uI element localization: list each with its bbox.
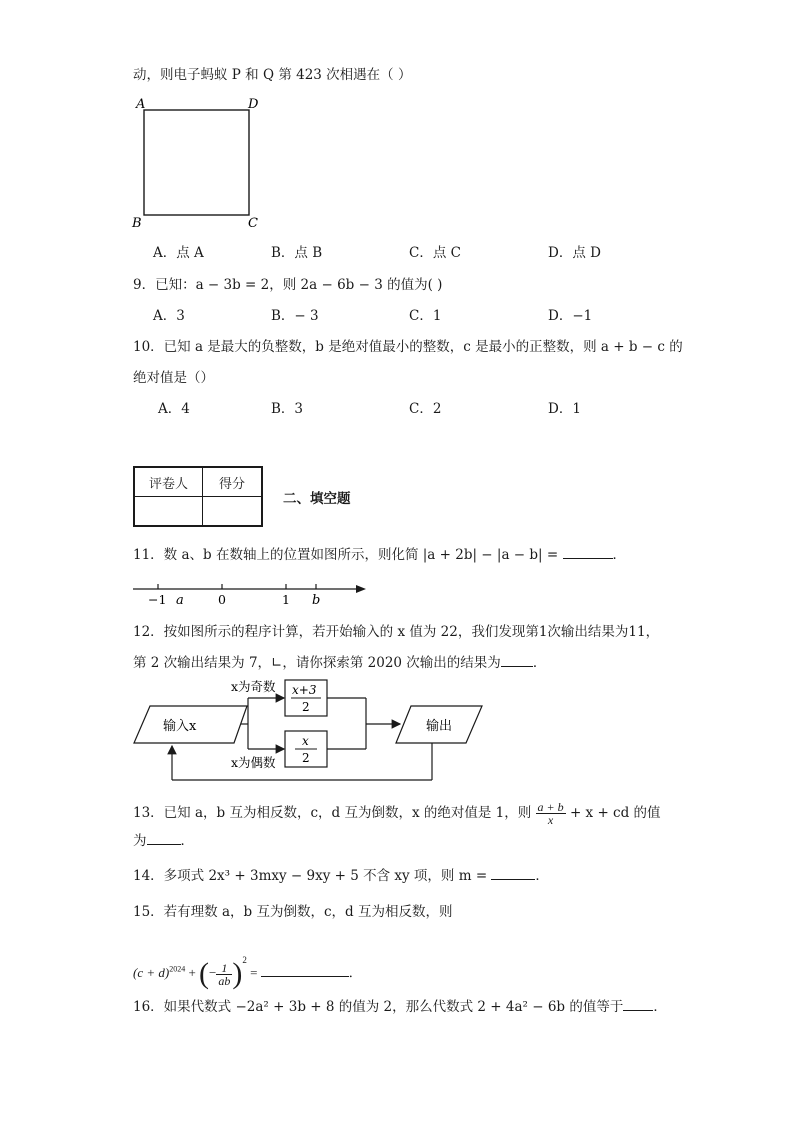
tick-label-neg1: −1 [148,592,167,607]
q9-option-b: B．− 3 [271,308,319,324]
label-A: A [136,97,146,112]
q15-answer-blank[interactable] [261,976,349,977]
q14-end: ． [535,868,549,884]
q8-option-d: D．点 D [548,245,601,261]
q15-plus: + [188,965,196,980]
score-header: 得分 [203,467,263,497]
q10-option-b: B．3 [271,401,304,417]
q13-part1: 13．已知 a，b 互为相反数，c，d 互为倒数，x 的绝对值是 1，则 [133,805,532,821]
q13-line2 [133,832,194,850]
grader-header: 评卷人 [134,467,203,497]
q13-part2: + x + cd 的值 [569,805,661,821]
q15-frac-num: 1 [216,962,232,975]
tick-label-0: 0 [218,592,226,607]
q10-option-d: D．1 [548,401,581,417]
q9-option-d: D．−1 [548,308,593,324]
even-label: x为偶数 [231,755,276,770]
q8-option-c: C．点 C [409,245,461,261]
output-label: 输出 [426,719,453,734]
square-diagram [130,92,265,232]
q16-end: ． [653,999,667,1015]
q9-text: 9．已知：a − 3b = 2，则 2a − 6b − 3 的值为( ) [133,277,443,293]
tick-label-b: b [312,593,321,608]
q16-answer-blank[interactable] [623,1010,653,1011]
label-C: C [248,216,258,231]
q13-frac-den: x [547,813,554,827]
q12-question: 第 2 次输出结果为 7，∟，请你探索第 2020 次输出的结果为 [133,655,501,671]
q12-line2 [133,654,546,672]
q15-line1: 15．若有理数 a，b 互为倒数，c，d 互为相反数，则 [133,904,453,920]
q13-prefix: 为 [133,833,147,849]
q8-line: 动，则电子蚂蚁 P 和 Q 第 423 次相遇在（ ） [133,67,412,83]
label-D: D [248,97,259,112]
q16-line [133,998,667,1016]
q8-option-b: B．点 B [271,245,323,261]
section-title: 二、填空题 [283,491,351,507]
tick-label-a: a [176,593,184,608]
q15-minus: − [209,965,217,980]
grader-table [133,466,263,527]
q10-option-c: C．2 [409,401,442,417]
q9-option-a: A．3 [153,308,185,324]
even-denominator: 2 [302,751,310,765]
odd-label: x为奇数 [231,679,276,694]
q15-end: ． [348,965,362,980]
q14-question: 14．多项式 2x³ + 3mxy − 9xy + 5 不含 xy 项，则 m = [133,868,488,884]
q14-answer-blank[interactable] [491,879,535,880]
q12-end: ． [532,655,547,671]
q15-exp2: 2 [242,955,247,965]
q15-expression [133,940,362,994]
q15-frac-den: ab [218,973,231,988]
q16-question: 16．如果代数式 −2a² + 3b + 8 的值为 2，那么代数式 2 + 4a² − 6b 的值等于 [133,999,624,1015]
q15-eq: = [250,965,258,980]
input-label: 输入x [163,719,197,734]
flowchart [130,676,490,784]
q10-line1: 10．已知 a 是最大的负整数，b 是绝对值最小的整数，c 是最小的正整数，则 a + b − c 的 [133,339,683,355]
grader-cell [134,497,203,527]
q15-cd: (c + d) [133,965,170,980]
q15-fraction [216,962,232,987]
q11-answer-blank[interactable] [563,558,613,559]
q13-frac-num: a + b [537,800,564,814]
q11-question: 11．数 a、b 在数轴上的位置如图所示，则化简 |a + 2b| − |a − b| = [133,547,559,563]
q8-option-a: A．点 A [153,245,204,261]
odd-numerator: x+3 [292,683,317,697]
q15-exp1: 2024 [169,964,186,974]
q13-end: ． [180,833,194,849]
q11-text [133,546,626,564]
q10-option-a: A．4 [158,401,190,417]
q12-line1: 12．按如图所示的程序计算，若开始输入的 x 值为 22，我们发现第1次输出结果为11， [133,624,660,640]
q13-fraction [536,801,566,826]
q15-paren-open: ( [199,957,210,991]
q12-answer-blank[interactable] [501,666,533,667]
even-numerator: x [302,734,309,748]
q11-end: ． [612,547,626,563]
score-cell [203,497,263,527]
q10-line2: 绝对值是（） [133,370,214,386]
q14-line [133,867,549,885]
q9-option-c: C．1 [409,308,442,324]
tick-label-1: 1 [282,592,290,607]
q13-answer-blank[interactable] [147,844,181,845]
number-line [130,578,370,608]
label-B: B [132,216,142,231]
q15-paren-close: ) [232,957,243,991]
odd-denominator: 2 [302,700,310,714]
q13-line1 [133,796,661,830]
